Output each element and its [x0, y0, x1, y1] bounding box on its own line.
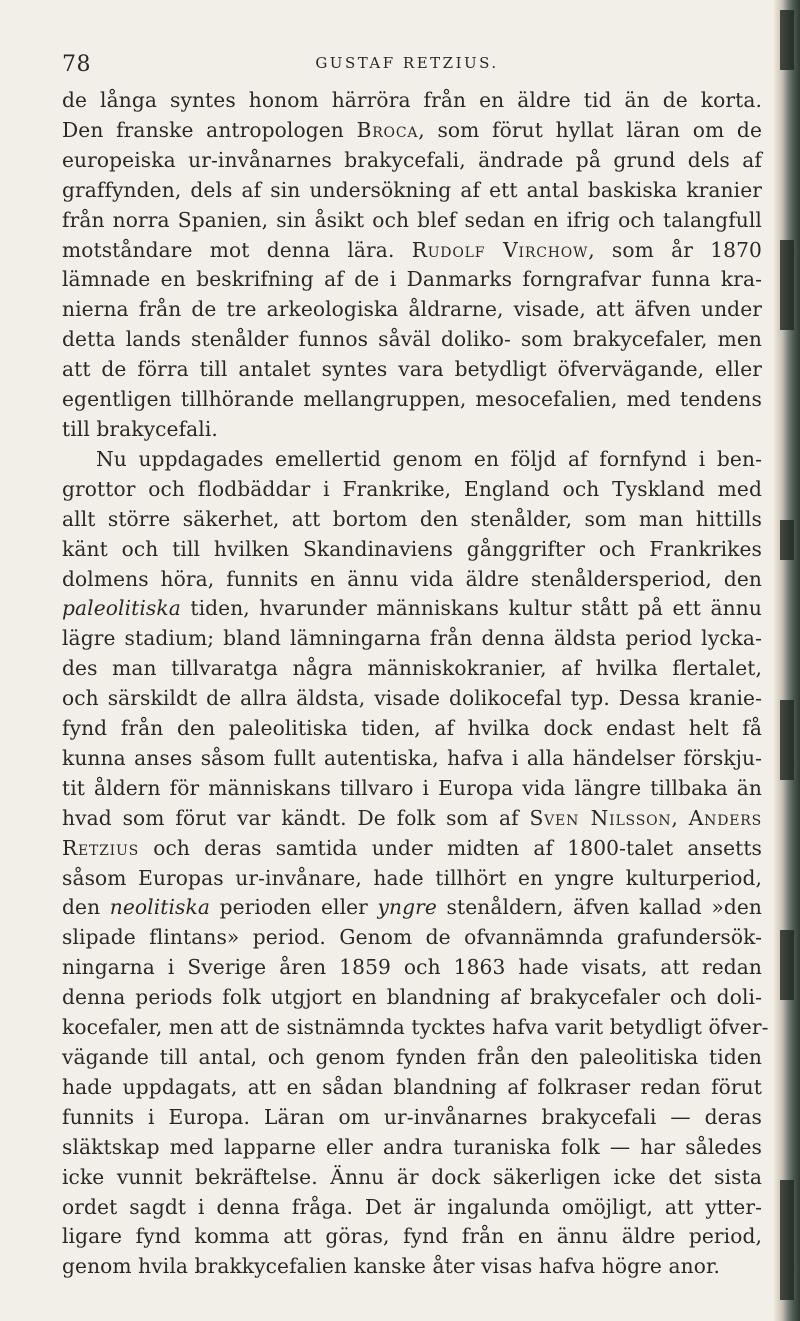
text-line: genom hvila brakkycefalien kanske åter visas hafva högre anor.	[62, 1254, 720, 1279]
text-line: lämnade en beskrifning af de i Danmarks forngrafvar funna kra-	[62, 267, 762, 292]
running-head: GUSTAF RETZIUS.	[315, 54, 499, 72]
text-line: från norra Spanien, sin åsikt och blef sedan en ifrig och talangfull	[62, 207, 762, 232]
text-line: till brakycefali.	[62, 416, 218, 441]
page-edge-shadow	[774, 0, 800, 1321]
body-text	[62, 86, 769, 1282]
text-line: denna periods folk utgjort en blandning af brakycefaler och doli-	[62, 985, 762, 1010]
text-line: paleolitiska tiden, hvarunder människans kultur stått på ett ännu	[62, 596, 762, 621]
page-number: 78	[62, 52, 91, 77]
person-name: Rudolf Virchow	[411, 237, 589, 262]
page-header	[62, 52, 752, 78]
text-line: icke vunnit bekräftelse. Ännu är dock säkerligen icke det sista	[62, 1164, 762, 1189]
text-line: nierna från de tre arkeologiska åldrarne, visade, att äfven under	[62, 297, 762, 322]
text-line: fynd från den paleolitiska tiden, af hvilka dock endast helt få	[62, 716, 762, 741]
text-line: Nu uppdagades emellertid genom en följd af fornfynd i ben-	[96, 446, 762, 471]
text-line: såsom Europas ur-invånare, hade tillhört en yngre kulturperiod,	[62, 865, 762, 890]
text-line: europeiska ur-invånarnes brakycefali, ändrade på grund dels af	[62, 147, 762, 172]
text-line: tit åldern för människans tillvaro i Europa vida längre tillbaka än	[62, 775, 762, 800]
text-line: hvad som förut var kändt. De folk som af Sven Nilsson, Anders	[62, 805, 762, 830]
text-line: des man tillvaratga några människokranier, af hvilka flertalet,	[62, 656, 762, 681]
text-line: graffynden, dels af sin undersökning af ett antal baskiska kranier	[62, 177, 762, 202]
emphasized-term: paleolitiska	[62, 596, 181, 621]
text-line: lägre stadium; bland lämningarna från denna äldsta period lycka-	[62, 626, 762, 651]
text-line: ordet sagdt i denna fråga. Det är ingalunda omöjligt, att ytter-	[62, 1194, 762, 1219]
text-line: grottor och flodbäddar i Frankrike, England och Tyskland med	[62, 476, 762, 501]
emphasized-term: neolitiska	[109, 895, 210, 920]
text-line: Den franske antropologen Broca, som förut hyllat läran om de	[62, 117, 762, 142]
person-name: Anders	[688, 805, 762, 830]
text-line: detta lands stenålder funnos såväl doliko- som brakycefaler, men	[62, 327, 762, 352]
text-line: och särskildt de allra äldsta, visade dolikocefal typ. Dessa kranie-	[62, 686, 762, 711]
emphasized-term: yngre	[377, 895, 437, 920]
text-line: motståndare mot denna lära. Rudolf Virchow, som år 1870	[62, 237, 763, 262]
text-line: hade uppdagats, att en sådan blandning af folkraser redan förut	[62, 1074, 762, 1099]
text-line: släktskap med lapparne eller andra turaniska folk — har således	[62, 1134, 762, 1159]
text-line: slipade flintans» period. Genom de ofvannämnda grafundersök-	[62, 925, 762, 950]
text-line: de långa syntes honom härröra från en äldre tid än de korta.	[62, 88, 762, 112]
text-line: funnits i Europa. Läran om ur-invånarnes brakycefali — deras	[62, 1104, 762, 1129]
person-name: Broca	[356, 117, 419, 142]
text-line: ligare fynd komma att göras, fynd från en ännu äldre period,	[62, 1224, 762, 1249]
text-line: Retzius och deras samtida under midten af 1800-talet ansetts	[62, 835, 762, 860]
text-line: dolmens höra, funnits en ännu vida äldre stenåldersperiod, den	[62, 566, 762, 591]
text-line: vägande till antal, och genom fynden från den paleolitiska tiden	[62, 1045, 762, 1069]
text-line: allt större säkerhet, att bortom den stenålder, som man hittills	[62, 506, 762, 531]
text-line: den neolitiska perioden eller yngre stenåldern, äfven kallad »den	[62, 895, 762, 920]
text-line: ningarna i Sverige åren 1859 och 1863 hade visats, att redan	[62, 955, 762, 980]
text-line: egentligen tillhörande mellangruppen, mesocefalien, med tendens	[62, 387, 762, 412]
person-name: Sven Nilsson	[529, 805, 672, 830]
text-line: att de förra till antalet syntes vara betydligt öfvervägande, eller	[62, 357, 762, 382]
text-line: känt och till hvilken Skandinaviens gånggrifter och Frankrikes	[62, 536, 762, 561]
text-line: kocefaler, men att de sistnämnda tycktes hafva varit betydligt öfver-	[62, 1015, 769, 1040]
person-name: Retzius	[62, 835, 140, 860]
text-line: kunna anses såsom fullt autentiska, hafva i alla händelser förskju-	[62, 745, 762, 770]
